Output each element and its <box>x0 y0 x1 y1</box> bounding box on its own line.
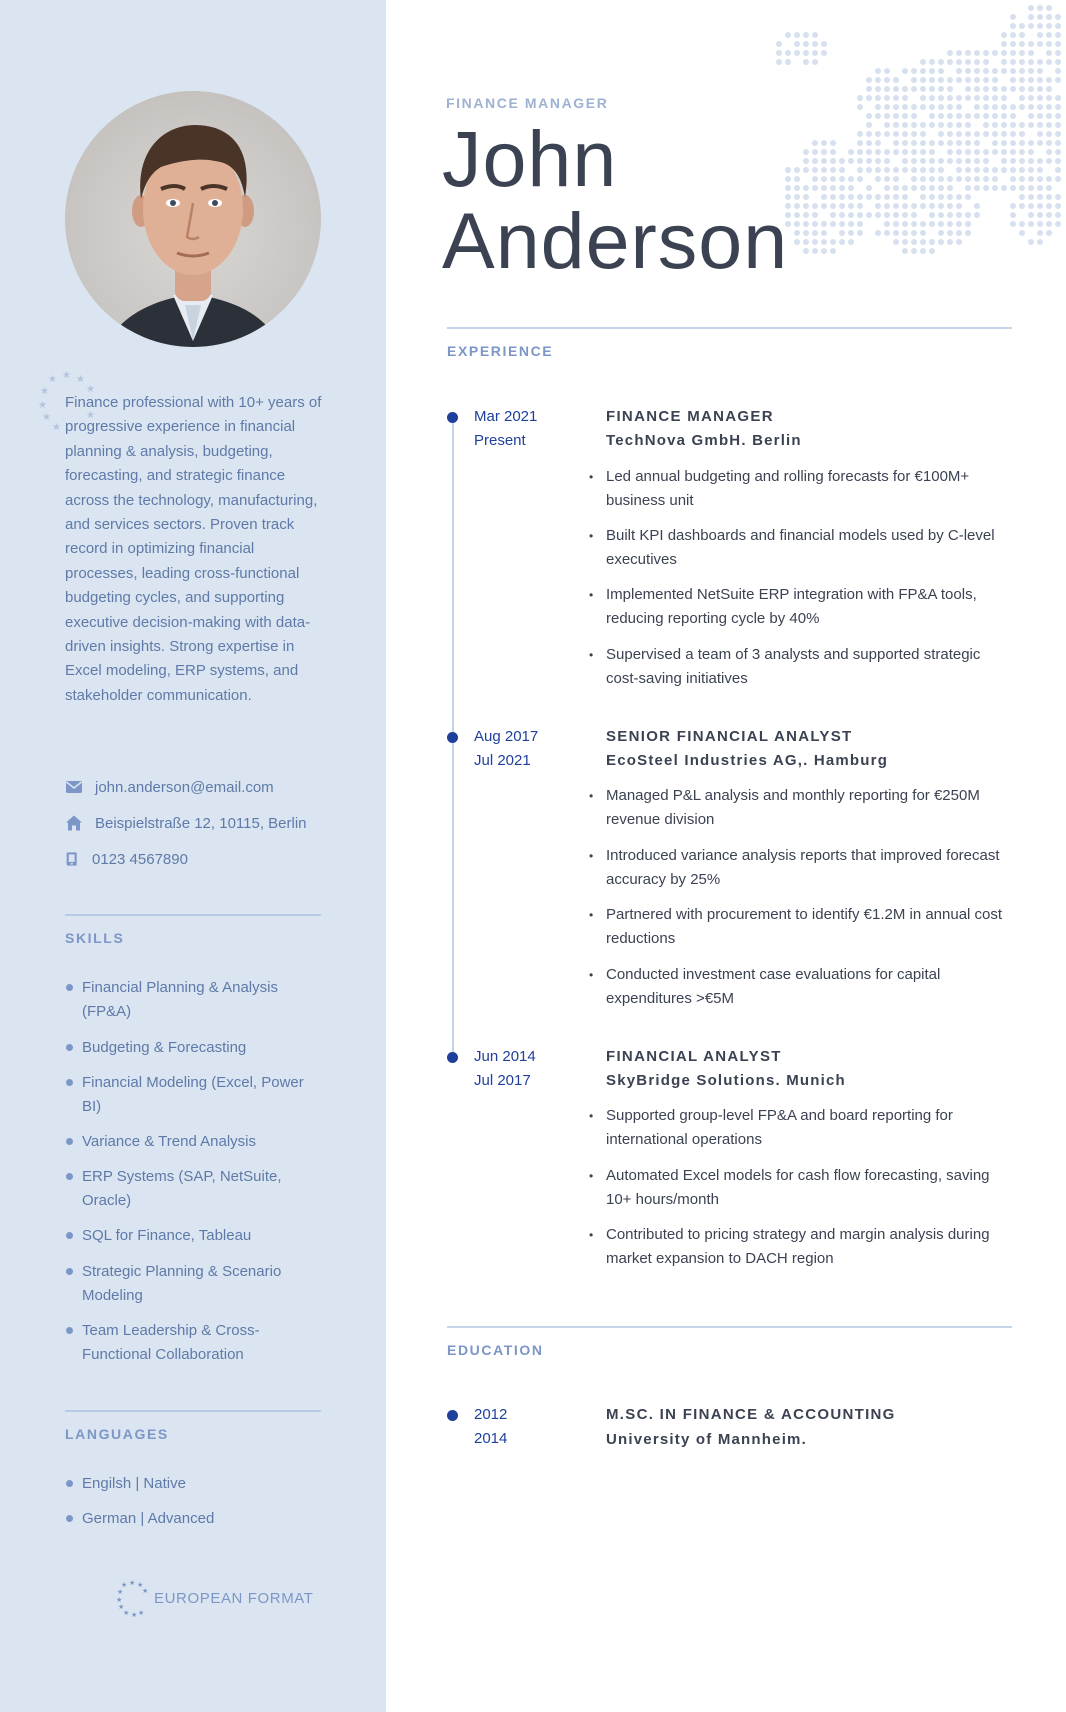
svg-text:★: ★ <box>116 1596 123 1604</box>
job-bullet: • Introduced variance analysis reports that improved forecast accuracy by 25% <box>606 844 1006 892</box>
skill-item: Budgeting & Forecasting <box>65 1036 321 1060</box>
skill-item: Strategic Planning & Scenario Modeling <box>65 1260 321 1308</box>
skill-item: Financial Planning & Analysis (FP&A) <box>65 976 321 1024</box>
job-role: FINANCIAL ANALYST <box>606 1048 782 1065</box>
profile-photo <box>65 91 321 347</box>
divider <box>447 1326 1012 1328</box>
skill-item: Team Leadership & Cross-Functional Collaboration <box>65 1319 321 1367</box>
job-bullet: • Contributed to pricing strategy and margin analysis during market expansion to DACH region <box>606 1223 1006 1271</box>
header-job-title: FINANCE MANAGER <box>446 95 609 111</box>
envelope-icon <box>65 778 83 796</box>
job-start-date: Mar 2021 <box>474 408 538 425</box>
svg-text:★: ★ <box>118 1603 125 1611</box>
svg-text:★: ★ <box>131 1611 138 1618</box>
job-bullet: • Led annual budgeting and rolling forecasts for €100M+ business unit <box>606 465 1006 513</box>
svg-text:★: ★ <box>86 410 95 421</box>
svg-text:★: ★ <box>48 374 57 385</box>
job-bullet: • Supported group-level FP&A and board reporting for international operations <box>606 1104 1006 1152</box>
svg-text:★: ★ <box>62 370 71 381</box>
divider <box>65 1410 321 1412</box>
job-bullet: • Automated Excel models for cash flow forecasting, saving 10+ hours/month <box>606 1164 1006 1212</box>
skill-item: Financial Modeling (Excel, Power BI) <box>65 1071 321 1119</box>
education-start: 2012 <box>474 1406 508 1423</box>
timeline-dot <box>447 732 458 743</box>
full-name <box>442 114 789 285</box>
languages-heading: LANGUAGES <box>65 1426 169 1442</box>
contact-address <box>65 814 307 832</box>
skill-item: ERP Systems (SAP, NetSuite, Oracle) <box>65 1165 321 1213</box>
divider <box>447 327 1012 329</box>
last-name: Anderson <box>442 196 789 285</box>
language-item: Engilsh | Native <box>65 1472 321 1496</box>
svg-text:★: ★ <box>42 412 51 423</box>
logo-text: EUROPEAN FORMAT <box>154 1589 314 1607</box>
svg-text:★: ★ <box>123 1609 130 1617</box>
job-end-date: Jul 2017 <box>474 1072 531 1089</box>
job-bullet: • Managed P&L analysis and monthly reporting for €250M revenue division <box>606 784 1006 832</box>
phone-text: 0123 4567890 <box>92 850 188 868</box>
job-start-date: Jun 2014 <box>474 1048 536 1065</box>
svg-text:★: ★ <box>129 1579 136 1587</box>
first-name: John <box>442 114 618 203</box>
home-icon <box>65 814 83 832</box>
divider <box>65 914 321 916</box>
svg-text:★: ★ <box>86 384 95 395</box>
education-degree: M.SC. IN FINANCE & ACCOUNTING <box>606 1406 896 1423</box>
education-heading: EDUCATION <box>447 1342 544 1358</box>
svg-text:★: ★ <box>117 1588 124 1596</box>
job-bullet: • Partnered with procurement to identify €1.2M in annual cost reductions <box>606 903 1006 951</box>
phone-icon <box>65 850 80 868</box>
job-role: SENIOR FINANCIAL ANALYST <box>606 728 853 745</box>
svg-text:★: ★ <box>52 422 61 432</box>
job-company: SkyBridge Solutions. Munich <box>606 1072 846 1089</box>
skill-item: Variance & Trend Analysis <box>65 1130 321 1154</box>
svg-text:★: ★ <box>40 386 49 397</box>
svg-text:★: ★ <box>142 1587 149 1595</box>
job-bullet: • Supervised a team of 3 analysts and supported strategic cost-saving initiatives <box>606 643 1006 691</box>
svg-text:★: ★ <box>121 1581 128 1589</box>
eu-stars-icon <box>116 1578 150 1618</box>
contact-email[interactable] <box>65 778 274 796</box>
job-start-date: Aug 2017 <box>474 728 539 745</box>
education-school: University of Mannheim. <box>606 1431 807 1448</box>
timeline-dot <box>447 412 458 423</box>
portrait-illustration <box>65 91 321 347</box>
job-bullet: • Implemented NetSuite ERP integration with FP&A tools, reducing reporting cycle by 40% <box>606 583 1006 631</box>
address-text: Beispielstraße 12, 10115, Berlin <box>95 814 307 832</box>
svg-text:★: ★ <box>76 374 85 385</box>
language-item: German | Advanced <box>65 1507 321 1531</box>
skill-item: SQL for Finance, Tableau <box>65 1224 321 1248</box>
job-bullet: • Conducted investment case evaluations for capital expenditures >€5M <box>606 963 1006 1011</box>
email-text: john.anderson@email.com <box>95 778 274 796</box>
job-end-date: Jul 2021 <box>474 752 531 769</box>
experience-heading: EXPERIENCE <box>447 343 554 359</box>
profile-summary: Finance professional with 10+ years of progressive experience in financial planning & analysis, budgeting, forecasting, and strategic finance across the technology, manufacturing, and services sectors. Proven track record in optimizing financial processes, leading cross-functional budgeting cycles, and supporting executive decision-making with data-driven insights. Strong expertise in Excel modeling, ERP systems, and stakeholder communication. <box>65 394 322 704</box>
european-format-logo <box>116 1578 314 1618</box>
job-company: TechNova GmbH. Berlin <box>606 432 802 449</box>
svg-text:★: ★ <box>38 400 47 411</box>
svg-text:★: ★ <box>138 1609 145 1617</box>
svg-text:★: ★ <box>137 1581 144 1589</box>
contact-phone[interactable] <box>65 850 188 868</box>
world-map-decoration <box>766 0 1066 280</box>
sidebar <box>0 0 386 1712</box>
main-content <box>386 0 1066 1712</box>
job-role: FINANCE MANAGER <box>606 408 774 425</box>
education-end: 2014 <box>474 1430 508 1447</box>
timeline-dot <box>447 1410 458 1421</box>
job-bullet: • Built KPI dashboards and financial models used by C-level executives <box>606 524 1006 572</box>
skills-heading: SKILLS <box>65 930 125 946</box>
timeline-dot <box>447 1052 458 1063</box>
job-end-date: Present <box>474 432 526 449</box>
job-company: EcoSteel Industries AG,. Hamburg <box>606 752 889 769</box>
